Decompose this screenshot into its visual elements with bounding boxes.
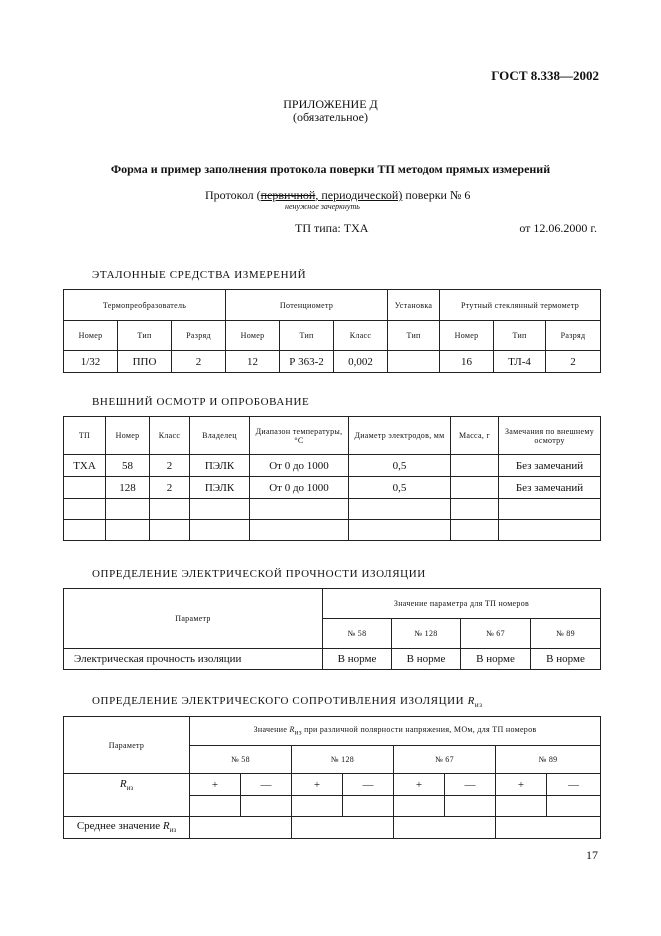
t4-avg-label	[64, 817, 190, 839]
t4-r-label	[64, 774, 190, 817]
t2-cell: 0,5	[349, 477, 451, 499]
t4-group-post: при различной полярности напряжения, МОм, для ТП номеров	[304, 725, 537, 735]
section-strength-title: ОПРЕДЕЛЕНИЕ ЭЛЕКТРИЧЕСКОЙ ПРОЧНОСТИ ИЗОЛЯЦИИ	[92, 568, 426, 580]
t2-header: Класс	[150, 417, 190, 455]
t2-empty-cell	[150, 499, 190, 520]
t3-value: В норме	[461, 649, 531, 670]
t2-empty-cell	[64, 499, 106, 520]
t1-cell: ППО	[118, 351, 172, 373]
t2-empty-cell	[451, 520, 499, 541]
t2-empty-cell	[190, 520, 250, 541]
resistance-table	[63, 716, 601, 839]
appendix-subtitle: (обязательное)	[293, 110, 368, 124]
t4-avg-sub: из	[169, 826, 177, 835]
t2-cell	[64, 477, 106, 499]
t1-cell: 2	[172, 351, 226, 373]
t1-group-potentiometer: Потенциометр	[226, 290, 388, 321]
t1-col-header: Разряд	[172, 321, 226, 351]
t3-num: № 128	[392, 619, 461, 649]
t1-cell: 16	[440, 351, 494, 373]
appendix-heading	[0, 98, 661, 124]
standard-header: ГОСТ 8.338—2002	[491, 68, 599, 83]
t2-cell: ПЭЛК	[190, 477, 250, 499]
t2-cell: От 0 до 1000	[250, 455, 349, 477]
t4-sign: +	[496, 774, 547, 796]
t2-empty-cell	[349, 520, 451, 541]
t2-cell	[451, 455, 499, 477]
t4-r-sub: из	[126, 784, 134, 793]
section-resistance-text: ОПРЕДЕЛЕНИЕ ЭЛЕКТРИЧЕСКОГО СОПРОТИВЛЕНИЯ ИЗОЛЯЦИИ	[92, 695, 465, 707]
appendix-title: ПРИЛОЖЕНИЕ Д	[283, 97, 378, 111]
t1-group-setup: Установка	[388, 290, 440, 321]
t4-avg-cell	[394, 817, 496, 839]
t1-col-header: Тип	[388, 321, 440, 351]
t2-header: Диапазон температуры, °С	[250, 417, 349, 455]
t2-empty-cell	[349, 499, 451, 520]
t3-param-header: Параметр	[64, 589, 323, 649]
t4-group-header	[190, 717, 601, 746]
t2-cell: 128	[106, 477, 150, 499]
t4-num: № 128	[292, 746, 394, 774]
t4-sign: +	[292, 774, 343, 796]
t1-col-header: Класс	[334, 321, 388, 351]
t3-group-header: Значение параметра для ТП номеров	[323, 589, 601, 619]
t2-empty-cell	[250, 499, 349, 520]
t2-header: Владелец	[190, 417, 250, 455]
t4-empty-cell	[292, 796, 343, 817]
t4-avg-cell	[496, 817, 601, 839]
t2-cell: От 0 до 1000	[250, 477, 349, 499]
t2-header: Диаметр электродов, мм	[349, 417, 451, 455]
t3-value: В норме	[531, 649, 601, 670]
t3-value: В норме	[323, 649, 392, 670]
t4-empty-cell	[547, 796, 601, 817]
t1-col-header: Номер	[64, 321, 118, 351]
t4-empty-cell	[190, 796, 241, 817]
t4-sign: +	[190, 774, 241, 796]
section-resistance-sub: из	[474, 701, 483, 710]
t4-empty-cell	[445, 796, 496, 817]
t4-num: № 58	[190, 746, 292, 774]
t2-header: ТП	[64, 417, 106, 455]
t2-cell: 2	[150, 455, 190, 477]
t4-sign: +	[394, 774, 445, 796]
t2-header: Замечания по внешнему осмотру	[499, 417, 601, 455]
t1-col-header: Тип	[118, 321, 172, 351]
t4-r-sym: R	[119, 778, 127, 790]
t2-cell: Без замечаний	[499, 477, 601, 499]
t3-value: В норме	[392, 649, 461, 670]
t3-num: № 89	[531, 619, 601, 649]
t4-sign: —	[241, 774, 292, 796]
t4-empty-cell	[343, 796, 394, 817]
t2-cell: ТХА	[64, 455, 106, 477]
protocol-rest: , периодической)	[315, 188, 403, 202]
protocol-line	[205, 188, 470, 203]
t4-empty-cell	[241, 796, 292, 817]
t1-col-header: Номер	[226, 321, 280, 351]
t2-empty-cell	[150, 520, 190, 541]
t2-cell: 0,5	[349, 455, 451, 477]
t2-empty-cell	[190, 499, 250, 520]
t2-cell: 58	[106, 455, 150, 477]
t2-empty-cell	[106, 520, 150, 541]
t4-avg-text: Среднее значение	[76, 820, 163, 833]
t2-empty-cell	[499, 520, 601, 541]
t4-sign: —	[547, 774, 601, 796]
section-resistance-title	[92, 695, 483, 709]
t4-empty-cell	[394, 796, 445, 817]
t2-empty-cell	[106, 499, 150, 520]
t4-sign: —	[343, 774, 394, 796]
t2-empty-cell	[499, 499, 601, 520]
t1-cell: 12	[226, 351, 280, 373]
t1-cell: Р 363-2	[280, 351, 334, 373]
t1-cell: ТЛ-4	[494, 351, 546, 373]
inspection-table	[63, 416, 601, 541]
t1-cell: 0,002	[334, 351, 388, 373]
t4-group-pre: Значение	[253, 725, 288, 735]
t1-group-thermometer: Ртутный стеклянный термометр	[440, 290, 601, 321]
t4-num: № 89	[496, 746, 601, 774]
section-resistance-sym: R	[467, 695, 475, 707]
t4-num: № 67	[394, 746, 496, 774]
t1-col-header: Тип	[280, 321, 334, 351]
t3-num: № 58	[323, 619, 392, 649]
t2-empty-cell	[451, 499, 499, 520]
t2-header: Масса, г	[451, 417, 499, 455]
t1-group-thermo: Термопреобразователь	[64, 290, 226, 321]
t1-col-header: Разряд	[546, 321, 601, 351]
t4-sign: —	[445, 774, 496, 796]
protocol-suffix: поверки № 6	[402, 188, 471, 202]
protocol-note: ненужное зачеркнуть	[285, 202, 360, 211]
t2-cell: 2	[150, 477, 190, 499]
etalon-table	[63, 289, 601, 373]
t1-cell	[388, 351, 440, 373]
t4-group-sym: R	[289, 725, 295, 735]
t2-cell: Без замечаний	[499, 455, 601, 477]
t1-col-header: Номер	[440, 321, 494, 351]
t2-empty-cell	[250, 520, 349, 541]
protocol-prefix: Протокол (	[205, 188, 261, 202]
tp-type: ТП типа: ТХА	[295, 221, 369, 235]
t2-empty-cell	[64, 520, 106, 541]
section-etalon-title: ЭТАЛОННЫЕ СРЕДСТВА ИЗМЕРЕНИЙ	[92, 269, 307, 281]
t4-group-sub: из	[294, 728, 302, 737]
form-title: Форма и пример заполнения протокола поверки ТП методом прямых измерений	[110, 162, 551, 176]
t1-cell: 2	[546, 351, 601, 373]
t4-avg-sym: R	[162, 820, 170, 833]
t4-avg-cell	[292, 817, 394, 839]
protocol-options	[261, 188, 403, 202]
t1-cell: 1/32	[64, 351, 118, 373]
protocol-date: от 12.06.2000 г.	[519, 221, 597, 235]
t4-param-header: Параметр	[64, 717, 190, 774]
protocol-struck: первичной	[260, 188, 316, 202]
strength-table	[63, 588, 601, 670]
t2-cell: ПЭЛК	[190, 455, 250, 477]
t3-row-label: Электрическая прочность изоляции	[64, 649, 323, 670]
page-number: 17	[586, 848, 598, 862]
t4-empty-cell	[496, 796, 547, 817]
section-inspection-title: ВНЕШНИЙ ОСМОТР И ОПРОБОВАНИЕ	[92, 396, 310, 408]
t4-avg-cell	[190, 817, 292, 839]
t1-col-header: Тип	[494, 321, 546, 351]
t2-header: Номер	[106, 417, 150, 455]
t3-num: № 67	[461, 619, 531, 649]
t2-cell	[451, 477, 499, 499]
